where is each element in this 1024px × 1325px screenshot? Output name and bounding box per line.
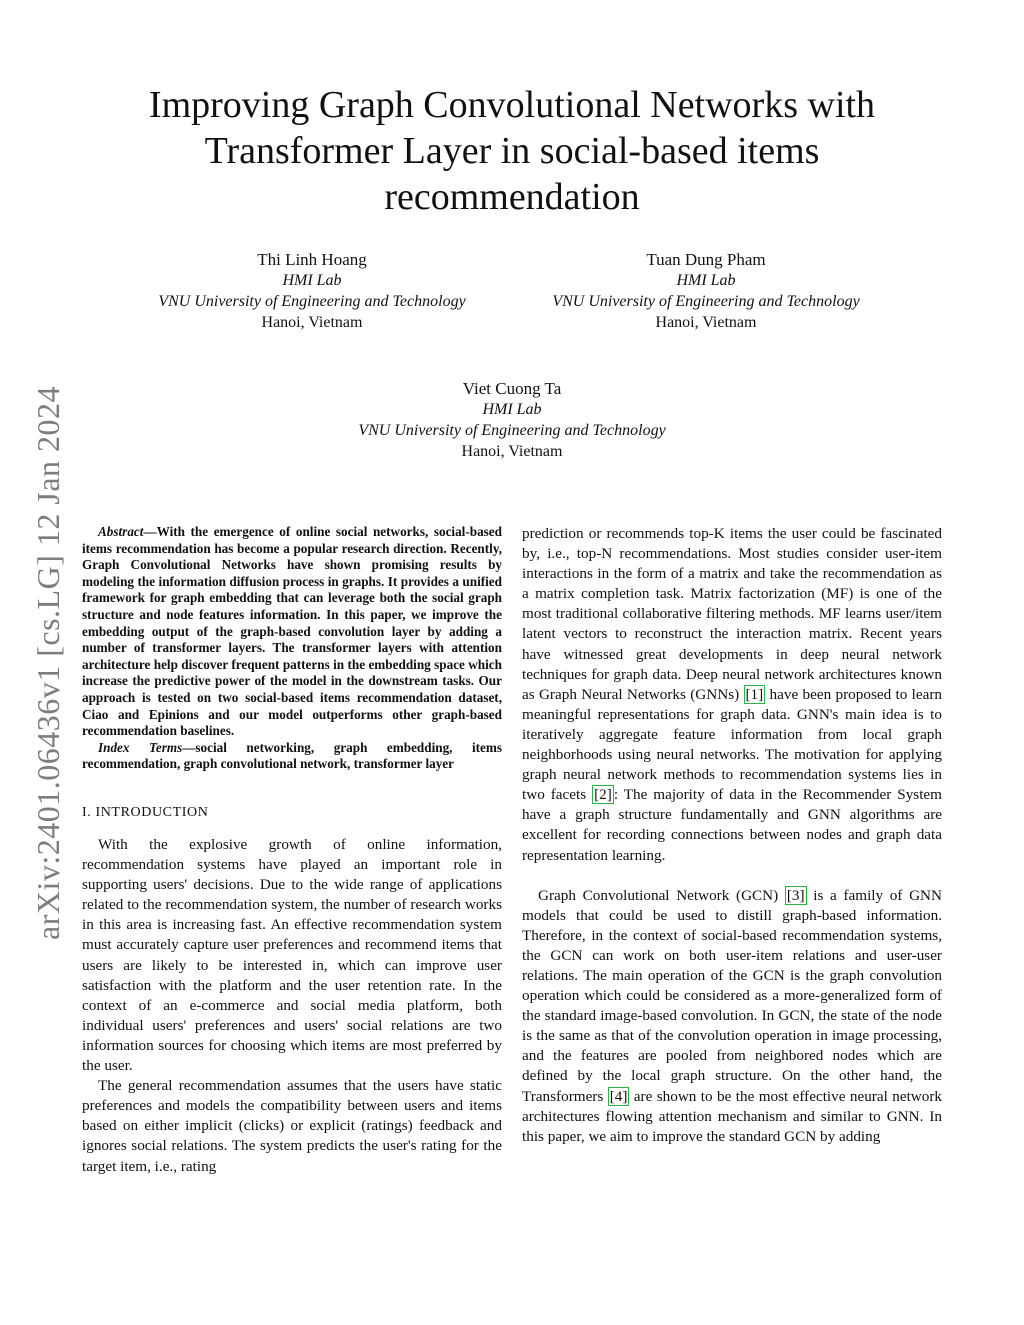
author-location: Hanoi, Vietnam — [261, 314, 363, 331]
index-terms-text: —social networking, graph embedding, items recommendation, graph convolutional network, transformer layer — [82, 739, 503, 772]
author-lab: HMI Lab — [482, 401, 542, 418]
author-lab: HMI Lab — [282, 272, 342, 289]
paper-title: Improving Graph Convolutional Networks with Transformer Layer in social-based items recommendation — [148, 84, 876, 218]
text-span: Graph Convolutional Network (GCN) — [538, 886, 785, 904]
text-span: prediction or recommends top-K items the user could be fascinated by, i.e., top-N recommendations. Most studies consider user-item interactions in the form of a matrix and take the recommendation as a matrix completion task. Matrix factorization (MF) is one of the most traditional collaborative filtering methods. MF learns user/item latent vectors to reconstruct the interaction matrix. Recent years have witnessed great developments in deep neural network techniques for graph data. Deep neural network architectures known as Graph Neural Networks (GNNs) — [522, 525, 942, 703]
paragraph-gap — [522, 866, 942, 886]
citation-link[interactable]: [4] — [609, 1087, 628, 1105]
author-name: Viet Cuong Ta — [462, 379, 562, 398]
text-span: have been proposed to learn meaningful representations for graph data. GNN's main idea is to iteratively aggregate feature information from local graph neighborhoods using neural networks. The motivation for applying graph neural network methods to recommendation systems lies in two facets — [522, 685, 942, 804]
right-column — [522, 524, 942, 1147]
intro-paragraph-3 — [522, 524, 942, 866]
arxiv-identifier-stamp: arXiv:2401.06436v1 [cs.LG] 12 Jan 2024 — [30, 385, 66, 940]
text-span: : The majority of data in the Recommender System have a graph structure fundamentally and GNN algorithms are excellent for recording connections between nodes and graph data representation learning. — [522, 786, 942, 864]
citation-link[interactable]: [2] — [594, 786, 612, 804]
intro-paragraph-4 — [522, 886, 942, 1147]
citation-link[interactable]: [3] — [786, 886, 805, 904]
citation-link[interactable]: [1] — [745, 685, 764, 703]
section-heading-introduction: I. INTRODUCTION — [82, 804, 209, 820]
author-name: Tuan Dung Pham — [646, 250, 766, 269]
author-block-2 — [506, 249, 906, 333]
author-block-3 — [312, 378, 712, 462]
author-university: VNU University of Engineering and Technology — [158, 293, 466, 310]
intro-paragraph-1: With the explosive growth of online information, recommendation systems have played an important role in supporting users' decisions. Due to the wide range of applications related to the recommendation system, the number of research works in this area is increasing fast. An effective recommendation system must accurately capture user preferences and recommend items that users are likely to be interested in, which can improve user satisfaction with the platform and the user retention rate. In the context of an e-commerce and social media platform, both individual users' preferences and users' social relations are two information sources for choosing which items are most preferred by the user. — [82, 836, 502, 1075]
abstract-label: Abstract — [98, 524, 144, 539]
author-block-1 — [112, 249, 512, 333]
abstract-text: —With the emergence of online social networks, social-based items recommendation has become a popular research direction. Recently, Graph Convolutional Networks have shown promising results by modeling the information diffusion process in graphs. It provides a unified framework for graph embedding that can leverage both the social graph structure and node features information. In this paper, we improve the embedding output of the graph-based convolution layer by adding a number of transformer layers. The transformer layers with attention architecture help discover frequent patterns in the embedding space which increase the predictive power of the model in the downstream tasks. Our approach is tested on two social-based items recommendation dataset, Ciao and Epinions and our model outperforms other graph-based recommendation baselines. — [82, 524, 502, 739]
author-university: VNU University of Engineering and Technology — [358, 422, 666, 439]
author-lab: HMI Lab — [676, 272, 736, 289]
text-span: are shown to be the most effective neural network architectures flowing attention mechanism and similar to GNN. In this paper, we aim to improve the standard GCN by adding — [522, 1087, 942, 1145]
author-name: Thi Linh Hoang — [257, 250, 367, 269]
text-span: is a family of GNN models that could be used to distill graph-based information. Therefore, in the context of social-based recommendation systems, the GCN can work on both user-item relations and user-user relations. The main operation of the GCN is the graph convolution operation which could be considered as a more-generalized form of the standard image-based convolution. In GCN, the state of the node is the same as that of the convolution operation in image processing, and the features are pooled from neighbored nodes which are defined by the local graph structure. On the other hand, the Transformers — [522, 886, 942, 1105]
author-location: Hanoi, Vietnam — [461, 443, 563, 460]
author-location: Hanoi, Vietnam — [655, 314, 757, 331]
left-column — [82, 524, 502, 1177]
abstract — [82, 524, 502, 740]
index-terms-label: Index Terms — [98, 739, 183, 755]
intro-paragraph-2: The general recommendation assumes that the users have static preferences and models the compatibility between users and items based on either implicit (clicks) or explicit (ratings) feedback and ignores social relations. The system predicts the user's rating for the target item, i.e., rating — [82, 1077, 502, 1175]
index-terms — [82, 740, 502, 773]
author-university: VNU University of Engineering and Technology — [552, 293, 860, 310]
